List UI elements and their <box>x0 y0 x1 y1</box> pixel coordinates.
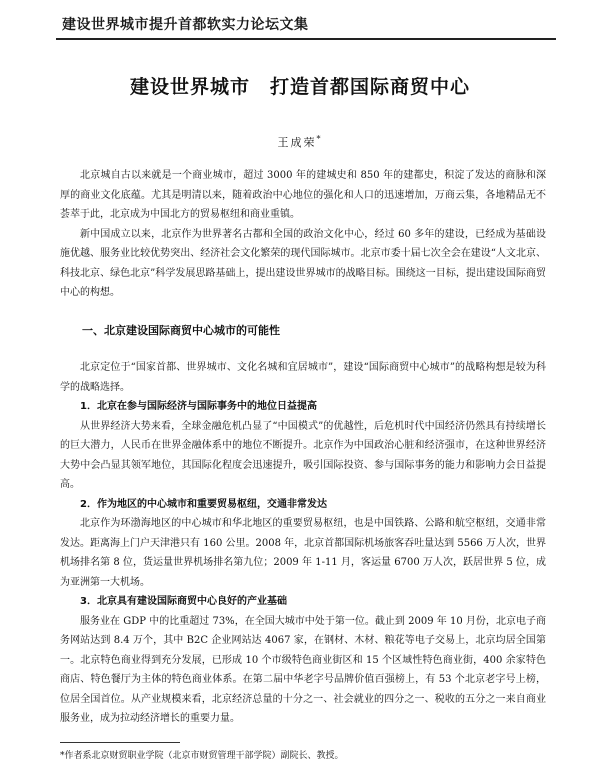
header-rule <box>56 38 556 40</box>
footnote-rule <box>60 742 180 743</box>
footnote: *作者系北京财贸职业学院（北京市财贸管理干部学院）副院长、教授。 <box>60 751 344 761</box>
author-footnote-mark: * <box>316 134 323 144</box>
paragraph: 从世界经济大势来看，全球金融危机凸显了“中国模式”的优越性，后危机时代中国经济仍然具有持续增长的巨大潜力，人民币在世界金融体系中的地位不断提升。北京作为中国政治心脏和经济强市，在这种世界经济大势中会凸显其领军地位，其国际化程度会迅速提升，吸引国际投资、参与国际事务的能力和影响力会日益提高。 <box>60 420 546 490</box>
spacer <box>60 340 546 358</box>
paragraph: 北京作为环渤海地区的中心城市和华北地区的重要贸易枢纽，也是中国铁路、公路和航空枢纽，交通非常发达。距离海上门户天津港只有 160 公里。2008 年，北京首都国际机场旅客吞吐量达到 5566 万人次，世界机场排名第 8 位，货运量世界机场排名第九位；2009 年 1-11 月，客运量 6700 万人次，跃居世界 5 位，成为亚洲第一大机场。 <box>60 518 546 588</box>
running-header: 建设世界城市提升首都软实力论坛文集 <box>62 17 309 33</box>
subsection-heading: 1．北京在参与国际经济与国际事务中的地位日益提高 <box>80 401 317 412</box>
paragraph: 服务业在 GDP 中的比重超过 73%，在全国大城市中处于第一位。截止到 2009 年 10 月份，北京电子商务网站达到 8.4 万个，其中 B2C 企业网站达 4067 家，在钢材、木材、粮花等电子交易上，北京均居全国第一。北京特色商业得到充分发展，已形成 10 个市级特色商业街区和 15 个区域性特色商业街，400 余家特色商店、特色餐厅为主体的特色商业体系。在第二届中华老字号品牌价值百强榜上，有 53 个北京老字号上榜，位居全国首位。从产业规模来看，北京经济总量的十分之一、社会就业的四分之一、税收的五分之一来自商业服务业，成为拉动经济增长的重要力量。 <box>60 615 546 724</box>
subsection-heading: 3．北京具有建设国际商贸中心良好的产业基础 <box>80 596 287 607</box>
spacer <box>60 303 546 321</box>
subsection-heading: 2．作为地区的中心城市和重要贸易枢纽，交通非常发达 <box>80 498 327 510</box>
paragraph: 新中国成立以来，北京作为世界著名古都和全国的政治文化中心，经过 60 多年的建设，已经成为基础设施优越、服务业比较优势突出、经济社会文化繁荣的现代国际城市。北京市委十届七次全会在建设“人文北京、科技北京、绿色北京”科学发展思路基础上，提出建设世界城市的战略目标。围绕这一目标，提出建设国际商贸中心的构想。 <box>60 228 546 298</box>
author-name: 王成荣 <box>277 136 317 149</box>
paragraph: 北京城自古以来就是一个商业城市，超过 3000 年的建城史和 850 年的建都史，积淀了发达的商脉和深厚的商业文化底蕴。尤其是明清以来，随着政治中心地位的强化和人口的迅速增加，万商云集，各地精品无不荟萃于此，北京成为中国北方的贸易枢纽和商业重镇。 <box>60 170 546 220</box>
article-body <box>60 166 546 729</box>
section-heading: 一、北京建设国际商贸中心城市的可能性 <box>82 323 280 337</box>
paragraph: 北京定位于“国家首都、世界城市、文化名城和宜居城市”，建设“国际商贸中心城市”的战略构想是较为科学的战略选择。 <box>60 362 546 393</box>
author-line <box>0 134 600 150</box>
article-title: 建设世界城市 打造首都国际商贸中心 <box>129 76 470 98</box>
